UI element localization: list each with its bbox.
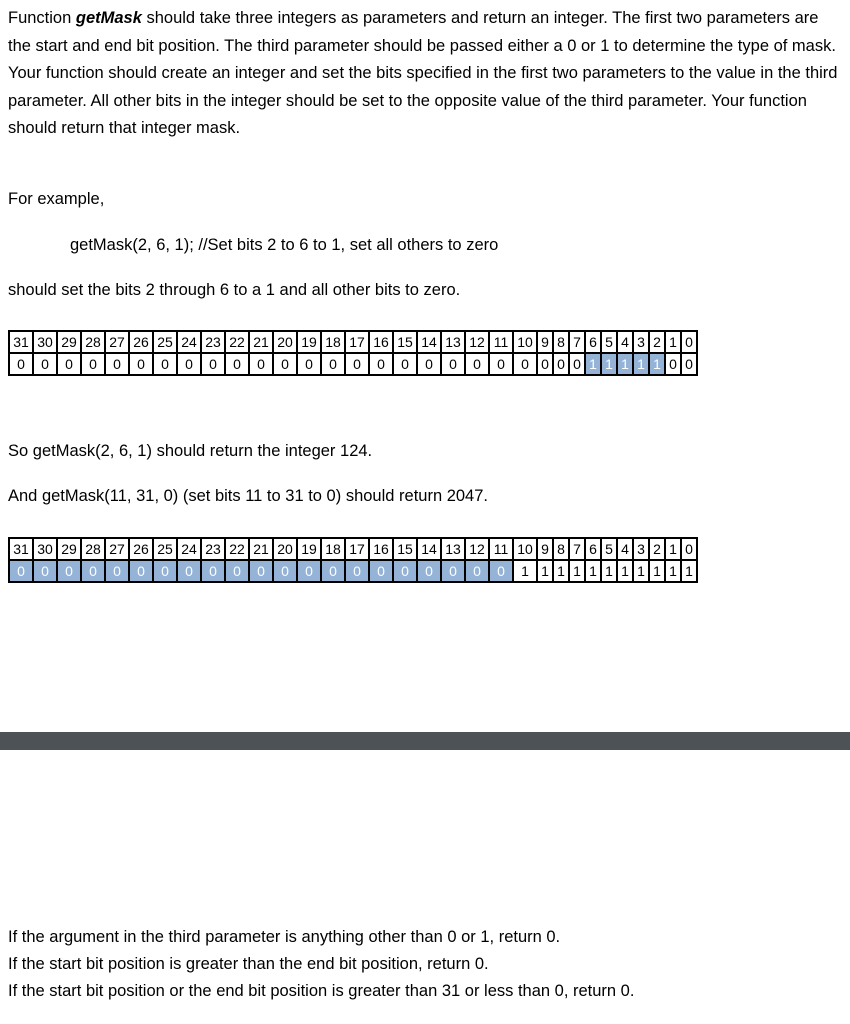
bit-position-16: 16 — [369, 331, 393, 353]
bit-position-8: 8 — [553, 331, 569, 353]
rules-list — [8, 924, 838, 1005]
bit-position-2: 2 — [649, 331, 665, 353]
bit-value-19: 0 — [297, 560, 321, 582]
bit-position-29: 29 — [57, 538, 81, 560]
bit-position-11: 11 — [489, 331, 513, 353]
bit-position-5: 5 — [601, 331, 617, 353]
return-2047-text: And getMask(11, 31, 0) (set bits 11 to 31 to 0) should return 2047. — [8, 487, 488, 505]
bit-position-17: 17 — [345, 538, 369, 560]
bit-value-14: 0 — [417, 560, 441, 582]
bit-position-10: 10 — [513, 331, 537, 353]
separator-bar — [0, 732, 850, 750]
function-name: getMask — [75, 9, 142, 27]
bit-value-21: 0 — [249, 353, 273, 375]
bit-value-1: 0 — [665, 353, 681, 375]
bit-position-14: 14 — [417, 538, 441, 560]
bit-value-6: 1 — [585, 353, 601, 375]
bit-position-1: 1 — [665, 538, 681, 560]
bit-value-8: 1 — [553, 560, 569, 582]
bit-position-21: 21 — [249, 331, 273, 353]
bit-value-29: 0 — [57, 353, 81, 375]
bit-value-row — [9, 353, 697, 375]
bit-position-31: 31 — [9, 538, 33, 560]
bit-value-10: 0 — [513, 353, 537, 375]
bit-value-21: 0 — [249, 560, 273, 582]
bit-position-26: 26 — [129, 331, 153, 353]
bit-value-24: 0 — [177, 560, 201, 582]
bit-value-27: 0 — [105, 560, 129, 582]
bit-position-10: 10 — [513, 538, 537, 560]
bit-position-30: 30 — [33, 538, 57, 560]
bit-position-23: 23 — [201, 331, 225, 353]
bit-value-26: 0 — [129, 353, 153, 375]
bit-position-19: 19 — [297, 538, 321, 560]
bit-value-2: 1 — [649, 560, 665, 582]
bit-value-20: 0 — [273, 560, 297, 582]
bit-position-12: 12 — [465, 538, 489, 560]
bit-position-20: 20 — [273, 538, 297, 560]
bit-position-13: 13 — [441, 538, 465, 560]
bit-value-29: 0 — [57, 560, 81, 582]
bit-position-2: 2 — [649, 538, 665, 560]
bit-value-15: 0 — [393, 560, 417, 582]
bit-position-15: 15 — [393, 538, 417, 560]
bit-value-3: 1 — [633, 560, 649, 582]
bit-position-28: 28 — [81, 331, 105, 353]
bit-value-0: 1 — [681, 560, 697, 582]
rule-third-parameter: If the argument in the third parameter is anything other than 0 or 1, return 0. — [8, 928, 561, 946]
bit-table-example-2 — [8, 537, 698, 583]
bit-value-20: 0 — [273, 353, 297, 375]
bit-value-26: 0 — [129, 560, 153, 582]
bit-position-21: 21 — [249, 538, 273, 560]
bit-position-1: 1 — [665, 331, 681, 353]
for-example-text: For example, — [8, 190, 105, 208]
bit-value-5: 1 — [601, 560, 617, 582]
bit-value-2: 1 — [649, 353, 665, 375]
bit-value-11: 0 — [489, 353, 513, 375]
bit-value-30: 0 — [33, 353, 57, 375]
bit-position-27: 27 — [105, 538, 129, 560]
bit-position-5: 5 — [601, 538, 617, 560]
bit-value-10: 1 — [513, 560, 537, 582]
bit-value-0: 0 — [681, 353, 697, 375]
bit-position-30: 30 — [33, 331, 57, 353]
should-set-text: should set the bits 2 through 6 to a 1 and all other bits to zero. — [8, 281, 461, 299]
bit-value-15: 0 — [393, 353, 417, 375]
bit-position-row — [9, 331, 697, 353]
bit-position-12: 12 — [465, 331, 489, 353]
bit-position-4: 4 — [617, 538, 633, 560]
bit-position-16: 16 — [369, 538, 393, 560]
bit-value-7: 1 — [569, 560, 585, 582]
bit-position-25: 25 — [153, 331, 177, 353]
bit-value-22: 0 — [225, 560, 249, 582]
bit-position-20: 20 — [273, 331, 297, 353]
bit-value-23: 0 — [201, 353, 225, 375]
bit-position-9: 9 — [537, 331, 553, 353]
bit-value-1: 1 — [665, 560, 681, 582]
bit-position-0: 0 — [681, 538, 697, 560]
bit-value-25: 0 — [153, 560, 177, 582]
bit-value-4: 1 — [617, 560, 633, 582]
bit-position-row — [9, 538, 697, 560]
bit-position-11: 11 — [489, 538, 513, 560]
bit-value-19: 0 — [297, 353, 321, 375]
bit-value-17: 0 — [345, 353, 369, 375]
code-example: getMask(2, 6, 1); //Set bits 2 to 6 to 1, set all others to zero — [70, 236, 499, 254]
bit-position-7: 7 — [569, 538, 585, 560]
bit-value-17: 0 — [345, 560, 369, 582]
bit-position-24: 24 — [177, 538, 201, 560]
bit-position-29: 29 — [57, 331, 81, 353]
bit-position-27: 27 — [105, 331, 129, 353]
bit-value-16: 0 — [369, 353, 393, 375]
bit-position-8: 8 — [553, 538, 569, 560]
bit-value-6: 1 — [585, 560, 601, 582]
bit-value-13: 0 — [441, 353, 465, 375]
intro-prefix: Function — [8, 9, 76, 27]
bit-position-31: 31 — [9, 331, 33, 353]
bit-value-30: 0 — [33, 560, 57, 582]
bit-position-19: 19 — [297, 331, 321, 353]
bit-position-7: 7 — [569, 331, 585, 353]
bit-value-14: 0 — [417, 353, 441, 375]
bit-value-4: 1 — [617, 353, 633, 375]
bit-position-3: 3 — [633, 538, 649, 560]
bit-value-11: 0 — [489, 560, 513, 582]
bit-value-3: 1 — [633, 353, 649, 375]
bit-value-18: 0 — [321, 560, 345, 582]
bit-value-31: 0 — [9, 560, 33, 582]
bit-position-9: 9 — [537, 538, 553, 560]
bit-position-14: 14 — [417, 331, 441, 353]
bit-position-23: 23 — [201, 538, 225, 560]
bit-value-7: 0 — [569, 353, 585, 375]
bit-position-0: 0 — [681, 331, 697, 353]
bit-table-example-1 — [8, 330, 698, 376]
bit-position-22: 22 — [225, 331, 249, 353]
bit-value-8: 0 — [553, 353, 569, 375]
bit-position-17: 17 — [345, 331, 369, 353]
bit-value-27: 0 — [105, 353, 129, 375]
bit-position-18: 18 — [321, 538, 345, 560]
bit-value-16: 0 — [369, 560, 393, 582]
intro-text: should take three integers as parameters and return an integer. The first two parameters are the start and end bit position. The third parameter should be passed either a 0 or 1 to determine the type of mask. Your function should create an integer and set the bits specified in the first two parameters to the value in the third parameter. All other bits in the integer should be set to the opposite value of the third parameter. Your function should return that integer mask. — [8, 9, 838, 137]
bit-position-4: 4 — [617, 331, 633, 353]
bit-value-31: 0 — [9, 353, 33, 375]
rule-out-of-range: If the start bit position or the end bit position is greater than 31 or less than 0, return 0. — [8, 982, 635, 1000]
return-124-text: So getMask(2, 6, 1) should return the integer 124. — [8, 442, 373, 460]
bit-position-6: 6 — [585, 538, 601, 560]
bit-position-22: 22 — [225, 538, 249, 560]
bit-value-12: 0 — [465, 560, 489, 582]
bit-value-28: 0 — [81, 560, 105, 582]
bit-position-3: 3 — [633, 331, 649, 353]
bit-value-24: 0 — [177, 353, 201, 375]
bit-value-9: 1 — [537, 560, 553, 582]
bit-value-18: 0 — [321, 353, 345, 375]
bit-value-22: 0 — [225, 353, 249, 375]
bit-position-15: 15 — [393, 331, 417, 353]
rule-start-greater-than-end: If the start bit position is greater than the end bit position, return 0. — [8, 955, 489, 973]
bit-value-25: 0 — [153, 353, 177, 375]
intro-paragraph — [8, 5, 838, 143]
bit-value-13: 0 — [441, 560, 465, 582]
bit-value-row — [9, 560, 697, 582]
bit-value-28: 0 — [81, 353, 105, 375]
bit-position-25: 25 — [153, 538, 177, 560]
bit-position-28: 28 — [81, 538, 105, 560]
bit-position-18: 18 — [321, 331, 345, 353]
bit-value-5: 1 — [601, 353, 617, 375]
bit-value-23: 0 — [201, 560, 225, 582]
bit-position-26: 26 — [129, 538, 153, 560]
bit-value-12: 0 — [465, 353, 489, 375]
bit-position-13: 13 — [441, 331, 465, 353]
bit-position-24: 24 — [177, 331, 201, 353]
bit-value-9: 0 — [537, 353, 553, 375]
bit-position-6: 6 — [585, 331, 601, 353]
